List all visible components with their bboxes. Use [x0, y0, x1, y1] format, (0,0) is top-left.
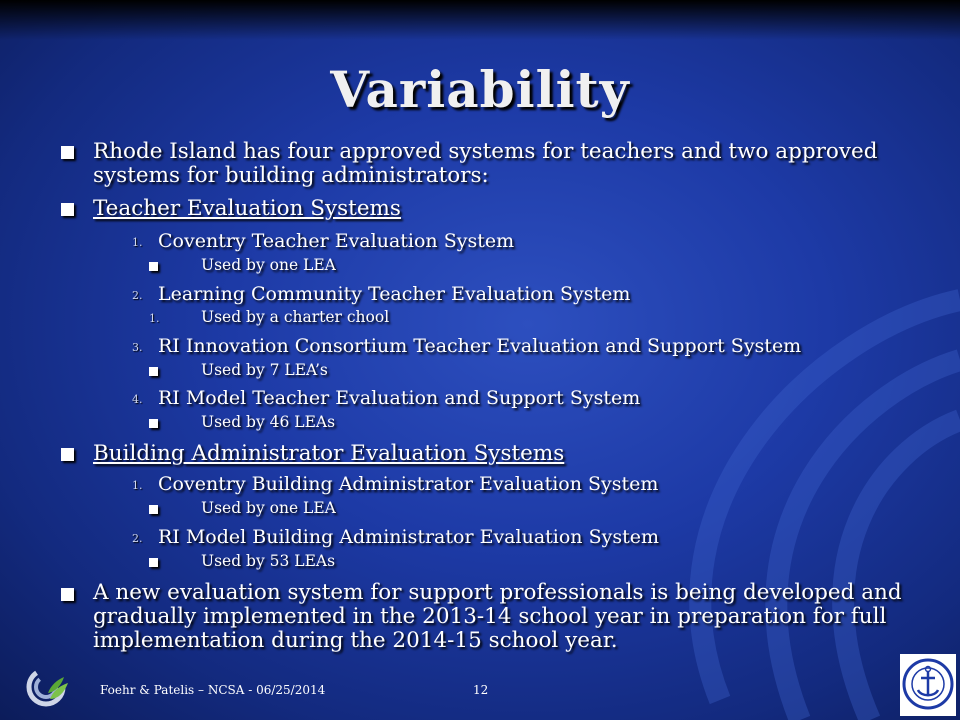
teacher-system-1-usage: Used by one LEA [201, 256, 336, 274]
list-number: 2. [132, 289, 143, 302]
closing-line-2: gradually implemented in the 2013-14 school year in preparation for full [93, 604, 887, 629]
teacher-system-2-usage: Used by a charter chool [201, 308, 390, 326]
list-number: 2. [132, 532, 143, 545]
closing-line-3: implementation during the 2014-15 school year. [93, 628, 618, 653]
teacher-system-3: RI Innovation Consortium Teacher Evaluation and Support System [158, 335, 802, 357]
slide-title: Variability [330, 60, 630, 119]
footer-credit: Foehr & Patelis – NCSA - 06/25/2014 [100, 683, 326, 697]
bullet-marker [149, 367, 158, 376]
admin-system-1-usage: Used by one LEA [201, 499, 336, 517]
closing-line-1: A new evaluation system for support professionals is being developed and [93, 580, 902, 605]
list-number: 1. [132, 479, 143, 492]
ncsa-logo-icon [24, 663, 70, 709]
bullet-marker [149, 505, 158, 514]
teacher-system-1: Coventry Teacher Evaluation System [158, 230, 515, 252]
bullet-marker [149, 419, 158, 428]
teacher-system-4: RI Model Teacher Evaluation and Support System [158, 387, 641, 409]
ri-board-of-education-seal-icon [900, 654, 956, 716]
page-number: 12 [473, 683, 489, 697]
bullet-marker [61, 203, 74, 216]
list-number: 4. [132, 393, 143, 406]
admin-system-2-usage: Used by 53 LEAs [201, 552, 336, 570]
teacher-systems-heading: Teacher Evaluation Systems [93, 196, 401, 221]
admin-system-1: Coventry Building Administrator Evaluation System [158, 473, 659, 495]
intro-line-2: systems for building administrators: [93, 163, 489, 188]
list-number: 3. [132, 341, 143, 354]
teacher-system-4-usage: Used by 46 LEAs [201, 413, 336, 431]
teacher-system-3-usage: Used by 7 LEA’s [201, 361, 328, 379]
bullet-marker [61, 448, 74, 461]
admin-system-2: RI Model Building Administrator Evaluation System [158, 526, 659, 548]
admin-systems-heading: Building Administrator Evaluation Systems [93, 441, 565, 466]
teacher-system-2: Learning Community Teacher Evaluation System [158, 283, 631, 305]
bullet-marker [149, 558, 158, 567]
bullet-marker [149, 262, 158, 271]
list-number: 1. [149, 312, 160, 325]
bullet-marker [61, 588, 74, 601]
list-number: 1. [132, 236, 143, 249]
bullet-marker [61, 146, 74, 159]
intro-line-1: Rhode Island has four approved systems for teachers and two approved [93, 139, 878, 164]
